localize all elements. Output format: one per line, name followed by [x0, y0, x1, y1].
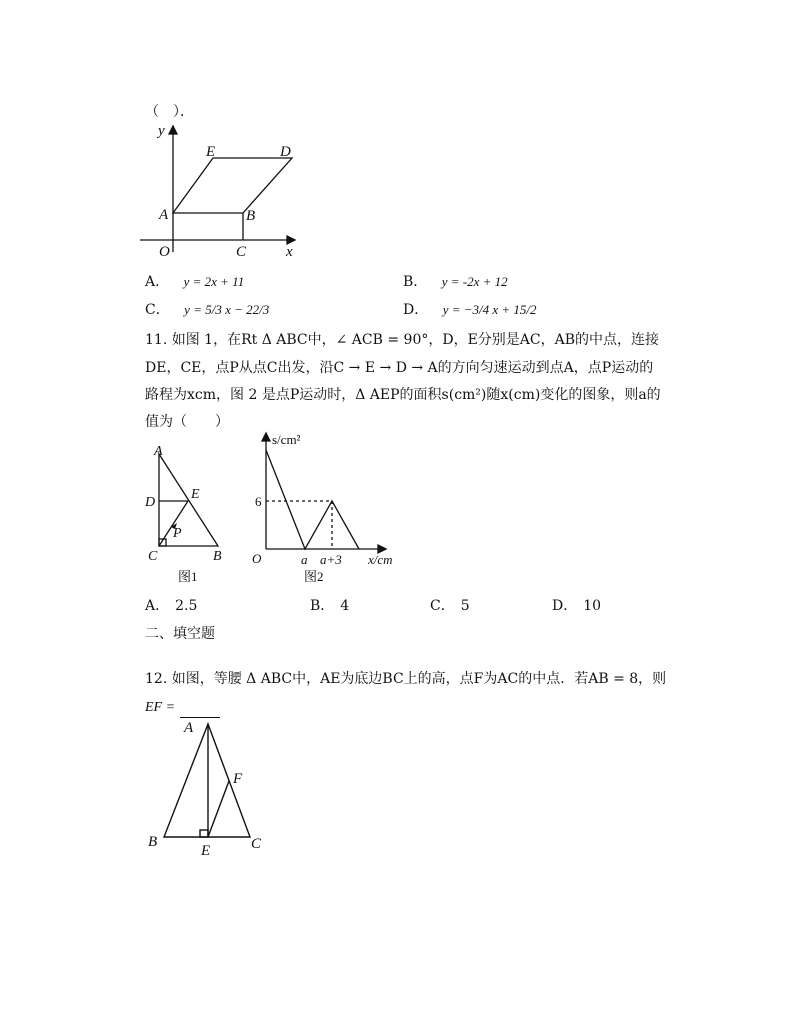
q10-option-b[interactable]: B． y = -2x + 12: [403, 274, 508, 290]
label-x: x: [286, 244, 293, 260]
q11-line-4: 值为（ ）: [145, 414, 229, 430]
q12-line-2: EF =: [145, 697, 220, 718]
q11-option-a[interactable]: A． 2.5: [145, 598, 198, 614]
label-A: A: [159, 207, 169, 223]
right-angle-mark-e: [200, 830, 208, 837]
label-C: C: [251, 836, 262, 852]
y-axis-arrow: [262, 433, 270, 441]
label-D: D: [145, 495, 156, 510]
label-E: E: [206, 144, 216, 160]
label-B: B: [213, 549, 222, 564]
fig2-caption: 图2: [304, 569, 324, 584]
q12-line-1: 12. 如图，等腰 Δ ABC中，AE为底边BC上的高，点F为AC的中点．若AB = 8，则: [145, 671, 667, 687]
label-s-unit: s/cm²: [272, 432, 301, 447]
q12-figure: [140, 716, 280, 858]
fig1-caption: 图1: [178, 569, 198, 584]
q11-option-c[interactable]: C． 5: [430, 598, 470, 614]
q11-option-b[interactable]: B． 4: [310, 598, 350, 614]
q11-line-1: 11. 如图 1，在Rt Δ ABC中，∠ ACB = 90°，D，E分别是AC，AB的中点，连接: [145, 332, 660, 348]
q10-option-c[interactable]: C． y = 5/3 x − 22/3: [145, 302, 270, 318]
graph-polyline: [266, 450, 359, 549]
label-a-plus-3: a+3: [320, 552, 342, 567]
label-D: D: [280, 144, 291, 160]
q10-option-d[interactable]: D． y = −3/4 x + 15/2: [403, 302, 537, 318]
label-x-unit: x/cm: [368, 552, 393, 567]
label-F: F: [233, 771, 243, 787]
label-C: C: [236, 244, 247, 260]
label-E: E: [201, 843, 211, 858]
q11-line-3: 路程为xcm，图 2 是点P运动时，Δ AEP的面积s(cm²)随x(cm)变化的图象，则a的: [145, 387, 661, 403]
label-O: O: [252, 551, 262, 566]
q11-figure-2: [248, 428, 408, 585]
section-title-fill-in: 二、填空题: [145, 626, 215, 642]
q11-line-2: DE，CE，点P从点C出发，沿C → E → D → A的方向匀速运动到点A，点P运动的: [145, 360, 654, 376]
q10-stem-tail: （ ）．: [145, 104, 194, 120]
q10-figure: [140, 120, 310, 260]
label-y: y: [158, 123, 165, 139]
parallelogram-abde: [173, 158, 292, 213]
label-A: A: [154, 444, 163, 459]
y-axis-arrow: [169, 126, 177, 134]
label-B: B: [246, 208, 256, 224]
label-C: C: [148, 549, 158, 564]
label-six: 6: [255, 494, 262, 509]
q11-figure-1: [140, 440, 240, 585]
label-P: P: [173, 526, 182, 541]
label-O: O: [159, 244, 170, 260]
label-A: A: [184, 720, 194, 736]
label-a: a: [301, 552, 308, 567]
q11-option-d[interactable]: D． 10: [552, 598, 602, 614]
label-B: B: [148, 834, 158, 850]
segment-ef: [208, 781, 229, 837]
x-axis-arrow: [287, 236, 295, 244]
q10-option-a[interactable]: A． y = 2x + 11: [145, 274, 245, 290]
label-E: E: [191, 487, 200, 502]
